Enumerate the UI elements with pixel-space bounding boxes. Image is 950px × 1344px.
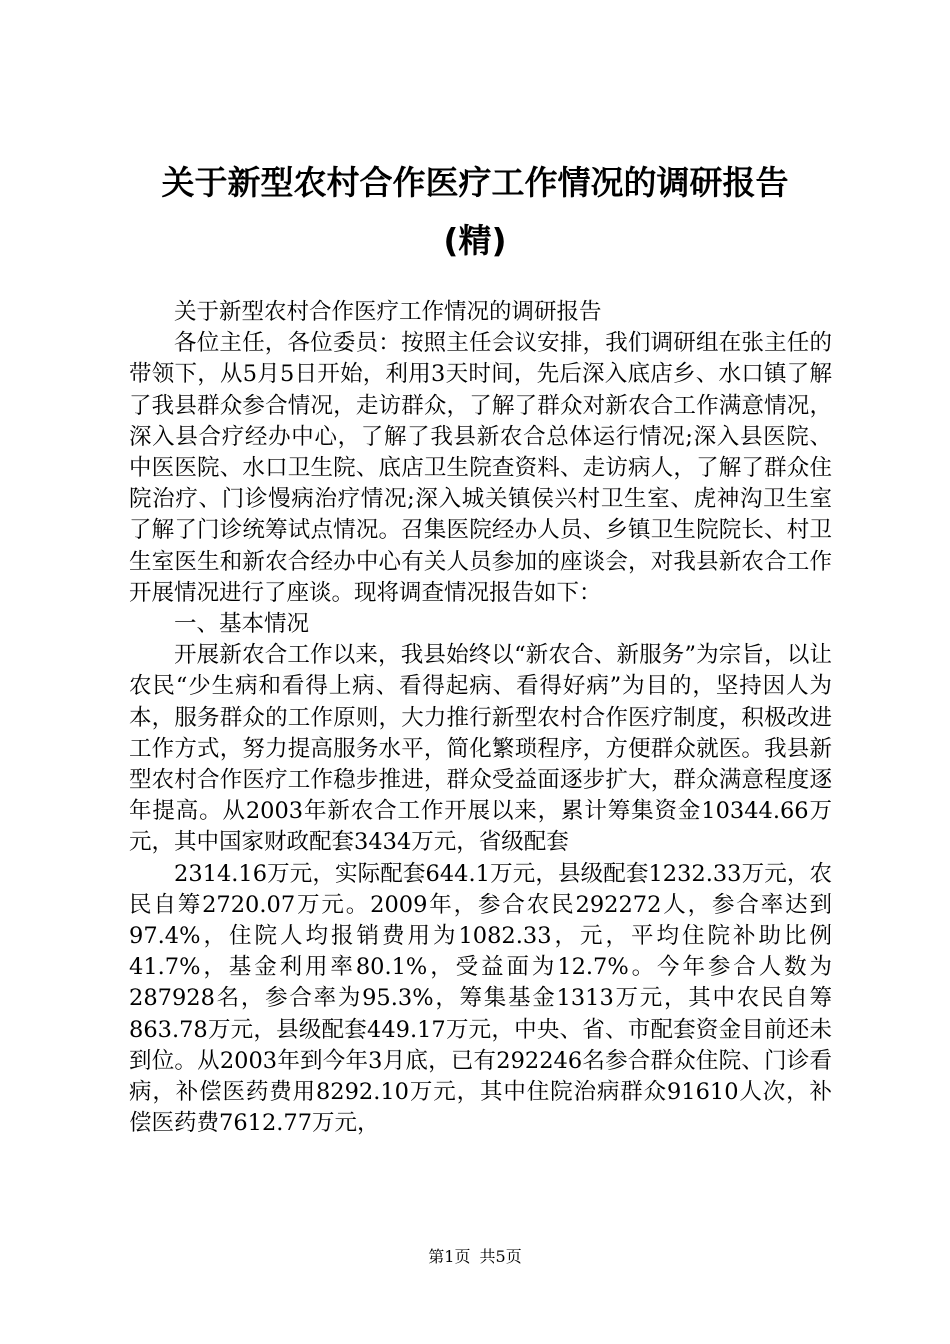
paragraph-subtitle: 关于新型农村合作医疗工作情况的调研报告 (174, 299, 602, 325)
page-footer (0, 1244, 950, 1267)
title-line-2: (精) (443, 221, 507, 260)
title-line-1: 关于新型农村合作医疗工作情况的调研报告 (161, 163, 789, 202)
paragraph-basic-situation: 开展新农合工作以来，我县始终以“新农合、新服务”为宗旨，以让农民“少生病和看得上病、看得起病、看得好病”为目的，坚持因人为本，服务群众的工作原则，大力推行新型农村合作医疗制度，积极改进工作方式，努力提高服务水平，简化繁琐程序，方便群众就医。我县新型农村合作医疗工作稳步推进，群众受益面逐步扩大，群众满意程度逐年提高。从2003年新农合工作开展以来，累计筹集资金10344.66万元，其中国家财政配套3434万元，省级配套 (129, 642, 832, 856)
page-total: 共5页 (479, 1247, 522, 1266)
document-body (129, 297, 832, 1139)
paragraph-funding-stats: 2314.16万元，实际配套644.1万元，县级配套1232.33万元，农民自筹2720.07万元。2009年，参合农民292272人，参合率达到97.4%，住院人均报销费用为1082.33，元，平均住院补助比例41.7%，基金利用率80.1%，受益面为12.7%。今年参合人数为287928名，参合率为95.3%，筹集基金1313万元，其中农民自筹863.78万元，县级配套449.17万元，中央、省、市配套资金目前还未到位。从2003年到今年3月底，已有292246名参合群众住院、门诊看病，补偿医药费用8292.10万元，其中住院治病群众91610人次，补偿医药费7612.77万元， (129, 860, 832, 1137)
paragraph-intro: 各位主任，各位委员：按照主任会议安排，我们调研组在张主任的带领下，从5月5日开始，利用3天时间，先后深入底店乡、水口镇了解了我县群众参合情况，走访群众，了解了群众对新农合工作满意情况，深入县合疗经办中心，了解了我县新农合总体运行情况;深入县医院、中医医院、水口卫生院、底店卫生院查资料、走访病人，了解了群众住院治疗、门诊慢病治疗情况;深入城关镇侯兴村卫生室、虎神沟卫生室了解了门诊统筹试点情况。召集医院经办人员、乡镇卫生院院长、村卫生室医生和新农合经办中心有关人员参加的座谈会，对我县新农合工作开展情况进行了座谈。现将调查情况报告如下： (129, 330, 832, 606)
document-title (100, 154, 850, 270)
page-number: 第1页 (428, 1247, 471, 1266)
section-heading-basic: 一、基本情况 (174, 611, 310, 638)
